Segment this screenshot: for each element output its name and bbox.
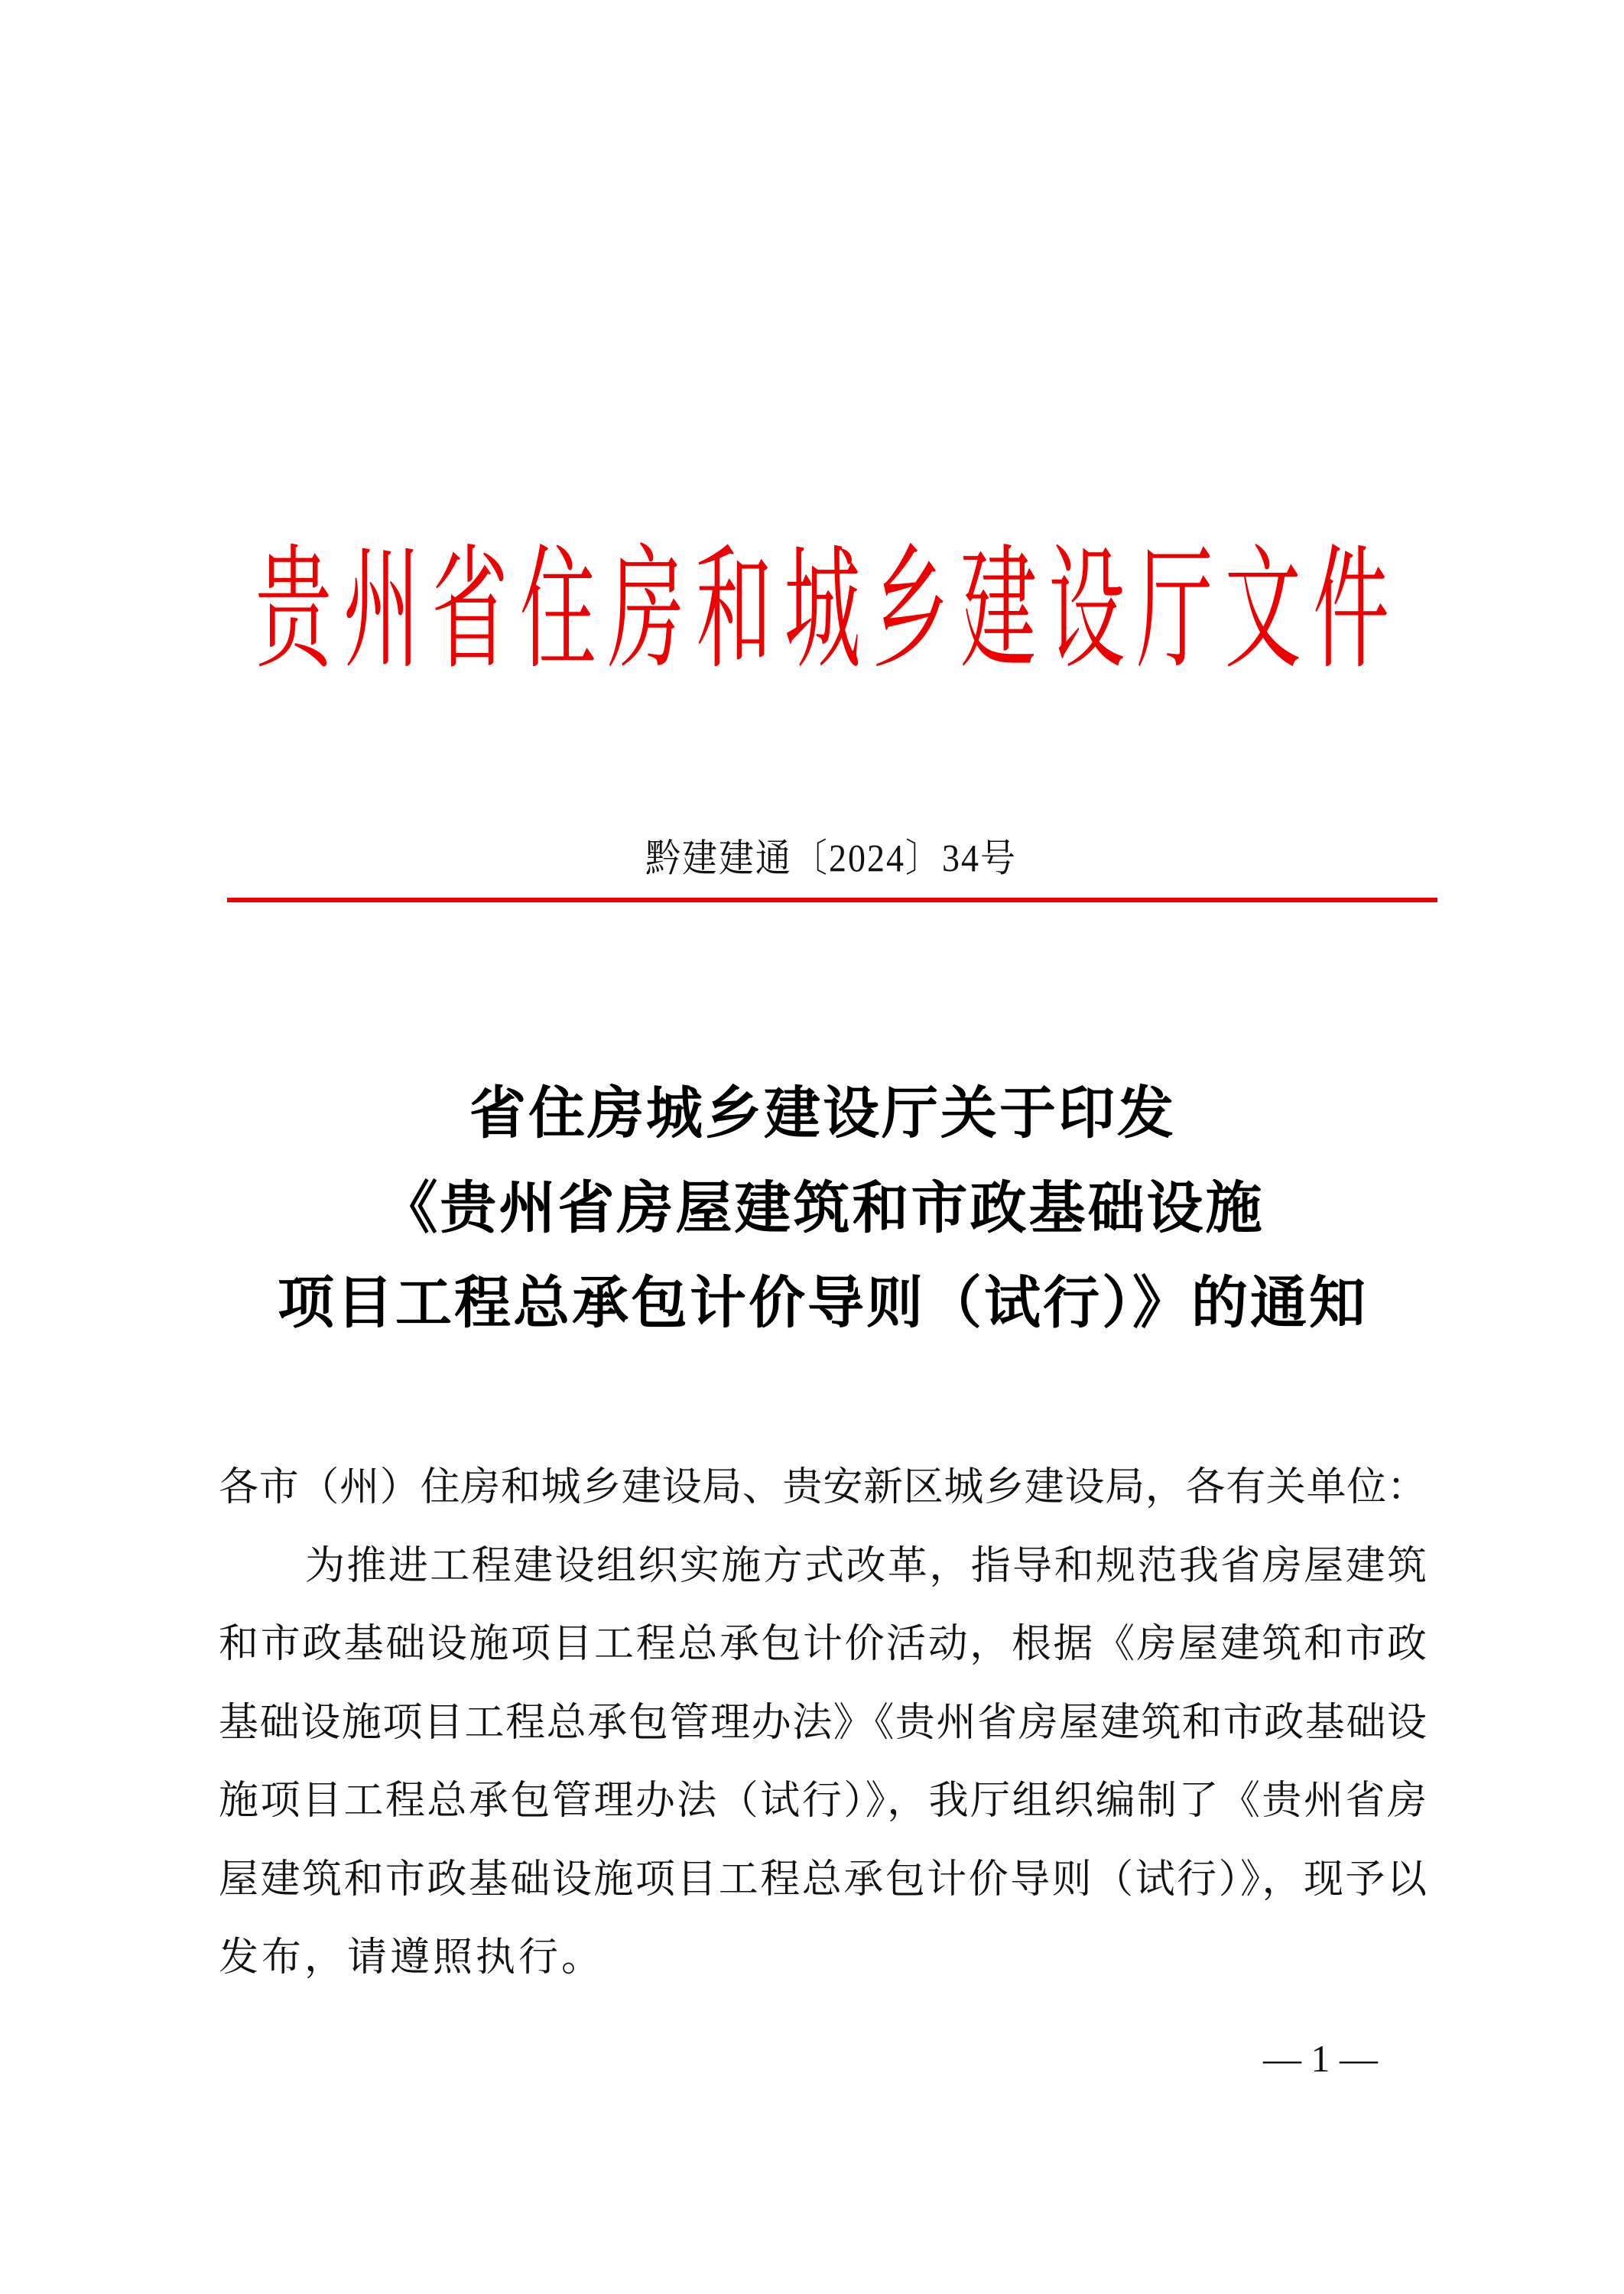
- masthead-char: 住: [519, 531, 596, 688]
- masthead-char: 贵: [255, 531, 332, 688]
- title-line: 项目工程总承包计价导则（试行）》的通知: [278, 1270, 1368, 1336]
- body-line: 和市政基础设施项目工程总承包计价活动，根据《房屋建筑和市政: [219, 1621, 1427, 1667]
- body-line: 发布，请遵照执行。: [219, 1935, 605, 1980]
- title-line: 《贵州省房屋建筑和市政基础设施: [381, 1175, 1265, 1241]
- body-line: 为推进工程建设组织实施方式改革，指导和规范我省房屋建筑: [305, 1542, 1427, 1589]
- title-line: 省住房城乡建设厅关于印发: [469, 1080, 1176, 1146]
- masthead-char: 设: [1048, 531, 1125, 688]
- masthead-char: 文: [1224, 531, 1301, 688]
- masthead-title: [255, 531, 1389, 688]
- document-title: [0, 1078, 1624, 1363]
- document-body: [219, 1448, 1427, 1997]
- masthead-char: 房: [608, 531, 684, 688]
- body-line: 基础设施项目工程总承包管理办法》《贵州省房屋建筑和市政基础设: [219, 1699, 1427, 1746]
- page-number: — 1 —: [1263, 2037, 1378, 2080]
- masthead-char: 件: [1313, 531, 1389, 688]
- body-line: 施项目工程总承包管理办法（试行）》，我厅组织编制了《贵州省房: [219, 1778, 1427, 1824]
- masthead-char: 建: [960, 531, 1037, 688]
- masthead-char: 乡: [872, 531, 949, 688]
- salutation: 各市（州）住房和城乡建设局、贵安新区城乡建设局，各有关单位：: [219, 1464, 1427, 1510]
- masthead-char: 城: [784, 531, 861, 688]
- body-line: 屋建筑和市政基础设施项目工程总承包计价导则（试行）》，现予以: [219, 1856, 1427, 1902]
- masthead-char: 省: [431, 531, 508, 688]
- masthead-char: 州: [343, 531, 421, 688]
- red-divider-rule: [227, 898, 1437, 902]
- masthead-char: 和: [696, 531, 773, 688]
- document-number: 黔建建通〔2024〕34号: [645, 837, 1017, 880]
- masthead-char: 厅: [1136, 531, 1213, 688]
